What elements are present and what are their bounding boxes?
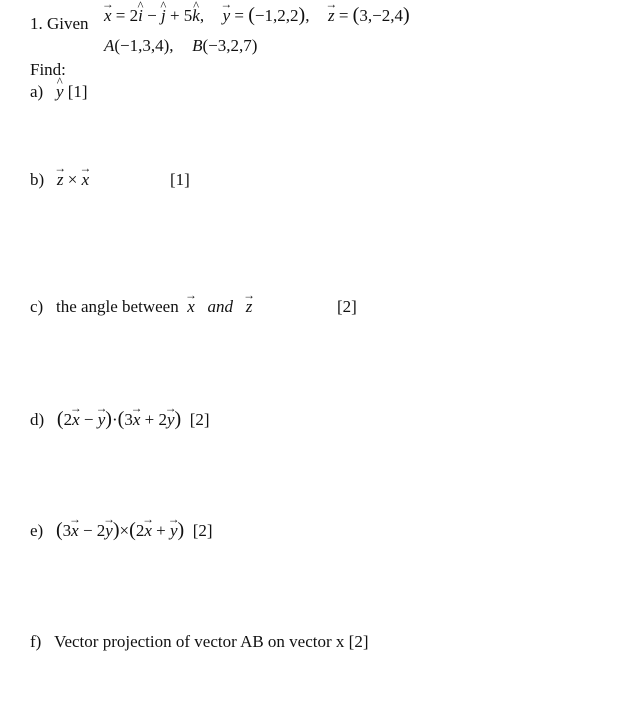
x-definition: → x = 2^ i − ^ j + 5^ k, (104, 6, 208, 25)
y-definition: → y = (−1,2,2), (223, 6, 314, 25)
part-e (30, 519, 213, 542)
part-d (30, 408, 210, 431)
part-c-expression: → x and → z (187, 297, 252, 316)
part-b-letter: b) (30, 170, 45, 189)
part-a-letter: a) (30, 82, 44, 101)
part-d-expression: (2→ x − → y)·(3→ x + 2→ y) (57, 410, 181, 429)
part-e-marks: [2] (192, 521, 213, 540)
find-label: Find: (30, 60, 66, 79)
part-f (30, 632, 368, 652)
question-number-label: 1. (30, 14, 43, 33)
z-definition: → z = (3,−2,4) (328, 6, 410, 25)
part-c (30, 297, 252, 317)
part-a-marks: [1] (67, 82, 88, 101)
part-a-expression: ^ y (56, 82, 64, 101)
point-b-definition: B(−3,2,7) (192, 36, 258, 55)
part-f-text: Vector projection of vector AB on vector x (54, 632, 345, 651)
point-a-definition: A(−1,3,4), (104, 36, 174, 55)
part-f-marks: [2] (348, 632, 369, 651)
part-b-marks: [1] (170, 170, 190, 189)
part-c-text: the angle between (55, 297, 179, 316)
given-label: Given (47, 14, 89, 33)
question-number (30, 14, 89, 34)
part-b (30, 170, 89, 190)
part-a (30, 82, 88, 102)
part-d-marks: [2] (189, 410, 210, 429)
part-e-letter: e) (30, 521, 44, 540)
part-e-expression: (3→ x − 2→ y)×(2→ x + → y) (56, 521, 184, 540)
part-d-letter: d) (30, 410, 45, 429)
part-c-letter: c) (30, 297, 44, 316)
part-c-marks: [2] (337, 297, 357, 316)
given-points-line (104, 36, 257, 56)
part-b-expression: → z × → x (57, 170, 89, 189)
given-vectors-line (104, 4, 410, 27)
part-f-letter: f) (30, 632, 42, 651)
